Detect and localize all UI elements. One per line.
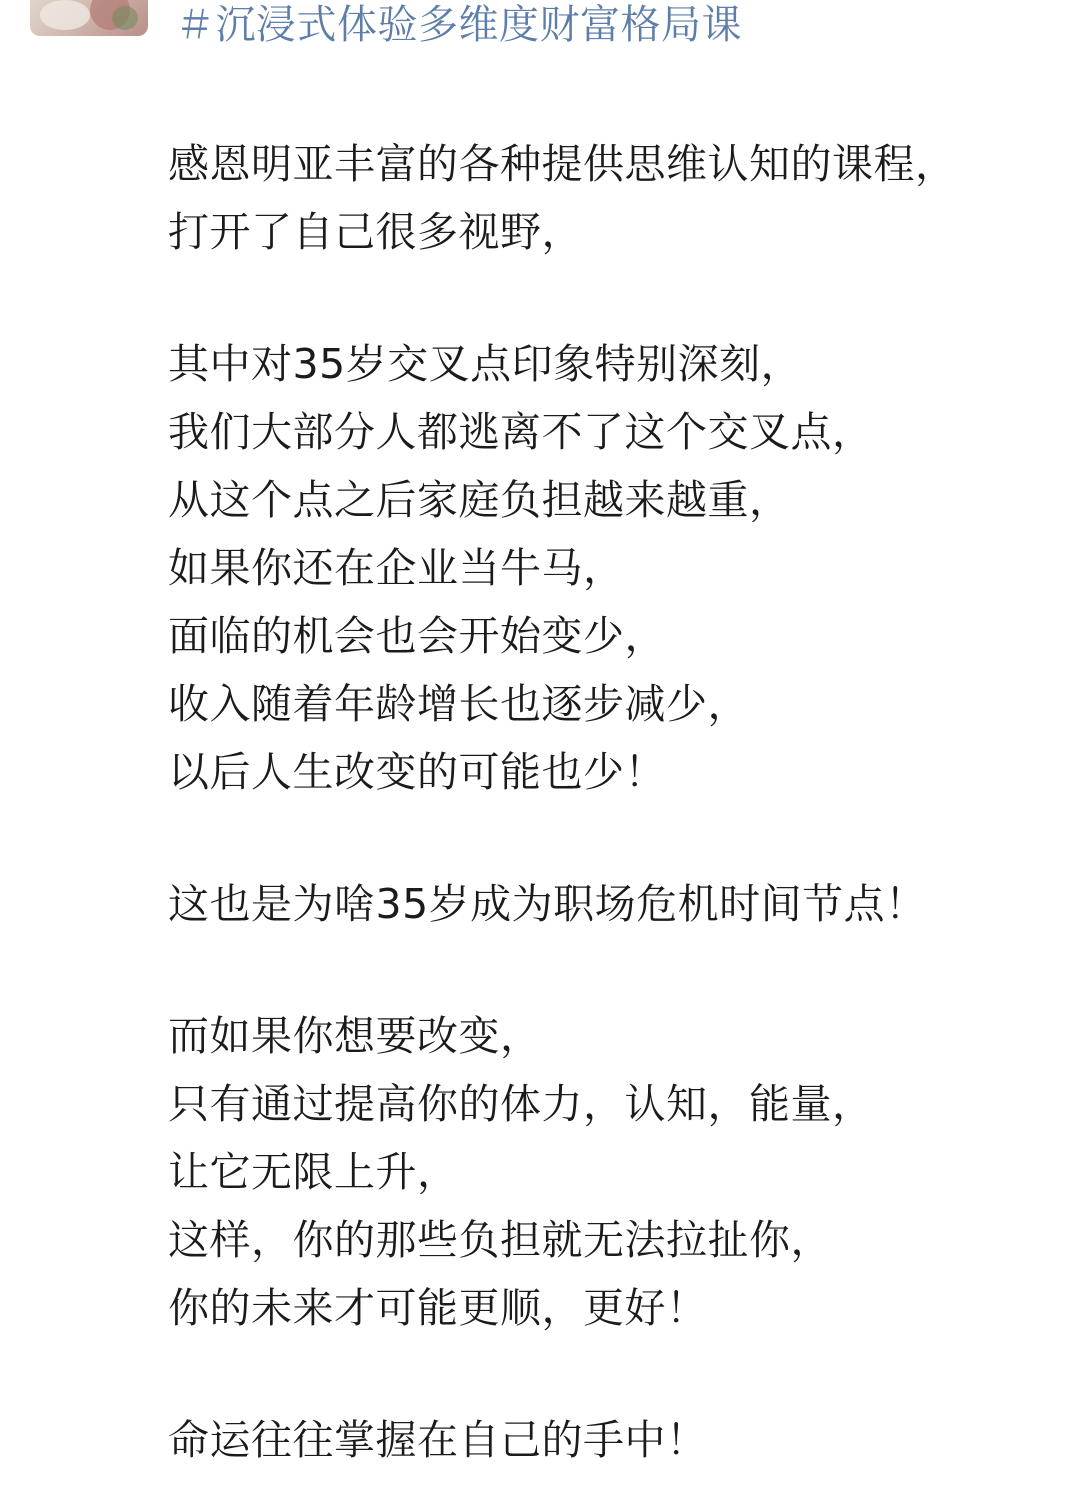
post-line: 以后人生改变的可能也少！ xyxy=(168,748,666,796)
post-line: 这也是为啥35岁成为职场危机时间节点！ xyxy=(168,880,927,928)
topic-hashtag-link[interactable]: ＃沉浸式体验多维度财富格局课 xyxy=(175,2,742,48)
post-line: 命运往往掌握在自己的手中！ xyxy=(168,1416,708,1464)
paragraph xyxy=(168,130,1068,266)
paragraph xyxy=(168,330,1068,806)
avatar[interactable] xyxy=(30,0,148,36)
post-line: 收入随着年龄增长也逐步减少， xyxy=(168,680,749,728)
paragraph xyxy=(168,870,1068,938)
post-line: 打开了自己很多视野， xyxy=(168,208,583,256)
post-line: 从这个点之后家庭负担越来越重， xyxy=(168,476,791,524)
post-line: 我们大部分人都逃离不了这个交叉点， xyxy=(168,408,874,456)
post-line: 让它无限上升， xyxy=(168,1148,459,1196)
post-line: 面临的机会也会开始变少， xyxy=(168,612,666,660)
post-line: 其中对35岁交叉点印象特别深刻， xyxy=(168,340,803,388)
paragraph xyxy=(168,1406,1068,1474)
post-line: 而如果你想要改变， xyxy=(168,1012,542,1060)
post-line: 感恩明亚丰富的各种提供思维认知的课程， xyxy=(168,140,957,188)
paragraph xyxy=(168,1002,1068,1342)
post-line: 你的未来才可能更顺，更好！ xyxy=(168,1284,708,1332)
post-line: 这样，你的那些负担就无法拉扯你， xyxy=(168,1216,832,1264)
post-line: 只有通过提高你的体力，认知，能量， xyxy=(168,1080,874,1128)
post-line: 如果你还在企业当牛马， xyxy=(168,544,625,592)
post-body xyxy=(168,130,1068,1474)
